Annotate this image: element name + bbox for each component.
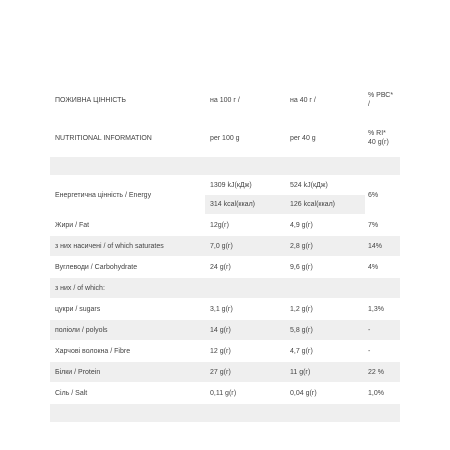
row-per40: 4,9 g(г) — [290, 221, 313, 229]
row-per40: 0,04 g(г) — [290, 389, 317, 397]
header-rdi-en-line1: % RI* — [368, 130, 386, 137]
energy-label: Енергетична цінність / Energy — [55, 191, 152, 199]
row-ri: 1,3% — [368, 305, 384, 313]
header-row-en — [50, 119, 400, 156]
header-title-en: NUTRITIONAL INFORMATION — [55, 134, 152, 142]
energy-kcal-100: 314 kcal(ккал) — [210, 201, 255, 208]
header-rdi-ua-line2: / — [368, 101, 370, 108]
energy-kj-40: 524 kJ(кДж) — [290, 182, 328, 189]
row-label: Вуглеводи / Carbohydrate — [55, 263, 138, 271]
row-per100: 12g(г) — [210, 221, 229, 229]
header-per100-en: per 100 g — [210, 134, 240, 142]
row-ri: - — [368, 347, 371, 355]
table-row — [50, 235, 400, 256]
header-rdi-en — [368, 120, 400, 156]
row-per40: 4,7 g(г) — [290, 347, 313, 355]
row-ri: 4% — [368, 263, 379, 271]
row-per100 — [210, 278, 286, 298]
energy-kcal-40: 126 kcal(ккал) — [290, 201, 335, 208]
row-ri: 14% — [368, 242, 383, 250]
row-label: цукри / sugars — [55, 305, 101, 313]
table-row — [50, 361, 400, 382]
row-per40: 11 g(г) — [290, 368, 311, 376]
row-per40 — [290, 278, 366, 298]
table-row — [50, 256, 400, 277]
row-per40: 1,2 g(г) — [290, 305, 313, 313]
table-row — [50, 340, 400, 361]
row-label: Харчові волокна / Fibre — [55, 347, 131, 355]
table-row — [50, 382, 400, 403]
table-row — [50, 319, 400, 340]
energy-ri: 6% — [368, 191, 379, 199]
header-per100-ua: на 100 г / — [210, 96, 240, 104]
energy-row — [50, 175, 400, 214]
header-rdi-ua — [368, 81, 400, 119]
energy-kcal-subrow — [205, 195, 365, 214]
header-row-ua — [50, 80, 400, 119]
row-per100: 7,0 g(г) — [210, 242, 233, 250]
table-row — [50, 214, 400, 235]
row-ri — [368, 278, 400, 298]
row-per100: 3,1 g(г) — [210, 305, 233, 313]
row-per40: 2,8 g(г) — [290, 242, 313, 250]
row-label: Жири / Fat — [55, 221, 90, 229]
header-rdi-ua-line1: % РВС* — [368, 92, 394, 99]
row-per100: 0,11 g(г) — [210, 389, 237, 397]
row-ri: - — [368, 326, 371, 334]
row-label: Сіль / Salt — [55, 389, 88, 397]
row-per100: 12 g(г) — [210, 347, 231, 355]
row-per100: 24 g(г) — [210, 263, 231, 271]
header-per40-en: per 40 g — [290, 134, 316, 142]
table-row — [50, 277, 400, 298]
header-rdi-en-line2: 40 g(г) — [368, 139, 389, 146]
row-ri: 1,0% — [368, 389, 384, 397]
row-label: поліоли / polyols — [55, 326, 108, 334]
energy-kj-subrow — [205, 176, 365, 195]
table-row — [50, 298, 400, 319]
row-per100: 14 g(г) — [210, 326, 231, 334]
row-label: Білки / Protein — [55, 368, 101, 376]
header-title-ua: ПОЖИВНА ЦІННІСТЬ — [55, 96, 127, 104]
row-per100: 27 g(г) — [210, 368, 231, 376]
row-label: з них / of which: — [55, 284, 105, 292]
row-ri: 7% — [368, 221, 379, 229]
header-per40-ua: на 40 г / — [290, 96, 316, 104]
nutrition-table — [50, 80, 400, 422]
energy-values — [205, 176, 365, 214]
spacer-row — [50, 156, 400, 175]
energy-kj-100: 1309 kJ(кДж) — [210, 182, 252, 189]
row-ri: 22 % — [368, 368, 384, 376]
row-per40: 9,6 g(г) — [290, 263, 313, 271]
spacer-row-bottom — [50, 403, 400, 422]
row-label: з них насичені / of which saturates — [55, 242, 164, 250]
row-per40: 5,8 g(г) — [290, 326, 313, 334]
